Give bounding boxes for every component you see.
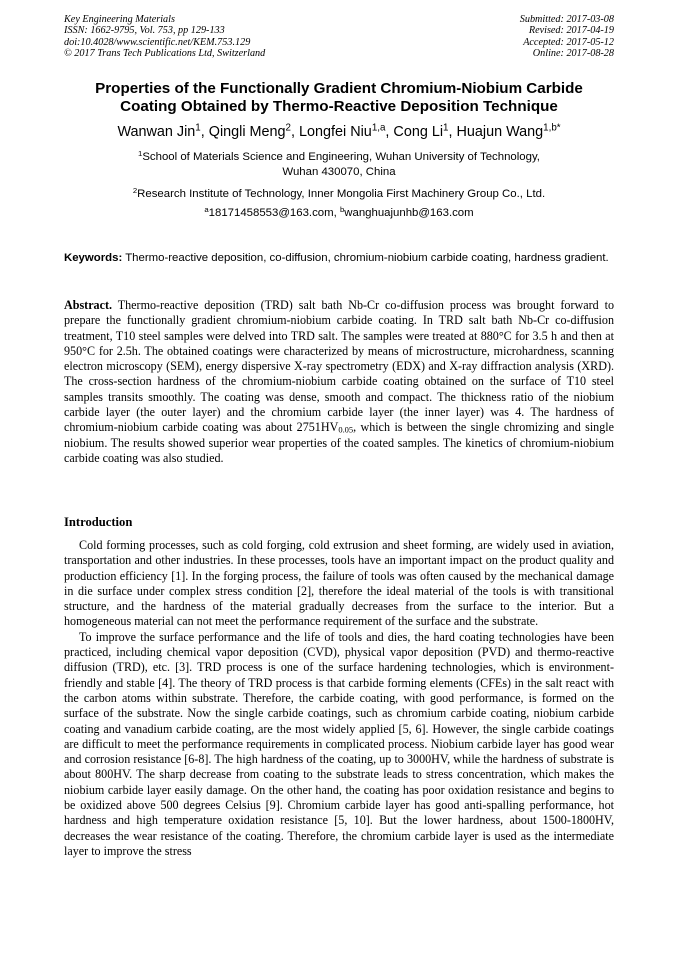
author-separator: ,: [385, 124, 394, 140]
author-affiliation-mark: 1,a: [371, 122, 386, 134]
introduction-body: [64, 538, 614, 859]
publication-info: [64, 14, 265, 60]
author-separator: ,: [291, 124, 299, 140]
abstract-text: Thermo-reactive deposition (TRD) salt bath Nb-Cr co-diffusion process was brought forward to prepare the functionally gradient chromium-niobium carbide coating. In TRD salt bath Nb-Cr co-diffusion treatment, T10 steel samples were delved into TRD salt. The samples were treated at 880°C for 3.5 h and then at 950°C for 2.5h. The obtained coatings were characterized by means of microstructure, microhardness, scanning electron microscopy (SEM), energy dispersive X-ray spectrometry (EDX) and X-ray diffraction analysis (XRD). The cross-section hardness of the chromium-niobium carbide coating obtained on the surface of T10 steel samples transits smoothly. The coating was dense, smooth and compact. The thickness ratio of the niobium carbide layer (the outer layer) and the chromium carbide layer (the inner layer) was 4. The hardness of chromium-niobium carbide coating was about 2751HV: [64, 298, 614, 435]
author-name: Huajun Wang: [456, 124, 544, 140]
section-heading-introduction: Introduction: [64, 515, 133, 529]
affiliation-text: School of Materials Science and Engineering, Wuhan University of Technology,: [142, 151, 540, 163]
author-affiliation-mark: 1: [195, 122, 201, 134]
keywords-text: Thermo-reactive deposition, co-diffusion, chromium-niobium carbide coating, hardness gradient.: [125, 252, 609, 264]
keywords-label: Keywords:: [64, 252, 123, 264]
author-name: Qingli Meng: [208, 124, 286, 140]
author-list: [40, 123, 638, 141]
accepted-date: Accepted: 2017-05-12: [523, 36, 614, 48]
author-affiliation-mark: 1: [443, 122, 449, 134]
issn-volume: ISSN: 1662-9795, Vol. 753, pp 129-133: [64, 25, 225, 37]
hardness-load-subscript: 0.05: [338, 425, 354, 436]
affiliation-number: 2: [132, 185, 138, 195]
paragraph: To improve the surface performance and the life of tools and dies, the hard coating technologies have been practiced, including chemical vapor deposition (CVD), physical vapor deposition (PVD) and thermo-reactive diffusion (TRD), etc. [3]. TRD process is one of the surface hardening technologies, which is environment-friendly and stable [4]. The theory of TRD process is that carbide forming elements (CFEs) in the salt react with the carbon atoms within substrate. Therefore, the carbide coating, with good performance, is formed on the surface of the substrate. Now the single carbide coatings, such as chromium carbide coating, niobium carbide coating and vanadium carbide coating, are the most widely applied [5, 6]. However, the single carbide coatings are difficult to meet the performance requirements in complicated process. Niobium carbide layer has good wear and corrosion resistance [6-8]. The high hardness of the coating, up to 3000HV, while the hardness of substrate is about 800HV. The sharp decrease from coating to the substrate leads to stress concentration, which makes the niobium carbide layer easily damage. On the other hand, the coating has poor oxidation resistance and begins to be oxidized above 500 degrees Celsius [9]. Chromium carbide layer has good anti-spalling performance, hot hardness and high temperature oxidation resistance [5, 10]. But the lower hardness, about 1500-1800HV, decreases the wear resistance of the coating. Therefore, the chromium carbide layer is used as the intermediate layer to improve the stress: [64, 629, 614, 858]
author-emails: [40, 206, 638, 221]
journal-name: Key Engineering Materials: [64, 14, 175, 25]
paragraph: Cold forming processes, such as cold forging, cold extrusion and sheet forming, are widely used in aviation, transportation and other industries. In these processes, tools have an important impact on the product quality and production efficiency [1]. In the forging process, the failure of tools was often caused by the mechanical damage in die surface under complex stress condition [2], therefore the ideal material of the tools is with transitional structure, and the hardness of the material gradually decreases from the surface to the interior. But a homogeneous material can not meet the performance requirement of the surface and the substrate.: [64, 538, 614, 629]
title-line: Properties of the Functionally Gradient Chromium-Niobium Carbide: [95, 80, 583, 97]
author-separator: ,: [200, 124, 209, 140]
affiliation-text: Wuhan 430070, China: [282, 166, 396, 178]
keywords: [64, 251, 614, 265]
submitted-date: Submitted: 2017-03-08: [519, 14, 614, 25]
revised-date: Revised: 2017-04-19: [528, 25, 614, 37]
author-affiliation-mark: 1,b*: [543, 122, 561, 134]
abstract: [64, 298, 614, 466]
affiliation-1: [40, 150, 638, 180]
title-line: Coating Obtained by Thermo-Reactive Deposition Technique: [120, 98, 558, 115]
email-address: wanghuajunhb@163.com: [344, 207, 474, 219]
abstract-text: , which is between the single chromizing and single niobium. The results showed superior wear properties of the coated samples. The kinetics of chromium-niobium carbide coating was also studied.: [64, 420, 614, 465]
author-name: Cong Li: [393, 124, 444, 140]
email-mark: a: [204, 204, 209, 214]
affiliation-2: [40, 187, 638, 202]
email-mark: b: [339, 204, 345, 214]
publication-dates: [520, 14, 614, 60]
online-date: Online: 2017-08-28: [532, 48, 614, 60]
author-affiliation-mark: 2: [285, 122, 291, 134]
abstract-label: Abstract.: [64, 298, 113, 312]
doi: doi:10.4028/www.scientific.net/KEM.753.129: [64, 36, 251, 48]
author-name: Wanwan Jin: [117, 124, 196, 140]
email-separator: ,: [333, 207, 340, 219]
paper-title: [40, 80, 638, 116]
affiliation-number: 1: [138, 148, 143, 158]
author-name: Longfei Niu: [299, 124, 372, 140]
email-address: 18171458553@163.com: [208, 207, 334, 219]
author-separator: ,: [448, 124, 457, 140]
copyright: © 2017 Trans Tech Publications Ltd, Switzerland: [64, 48, 266, 60]
affiliation-text: Research Institute of Technology, Inner Mongolia First Machinery Group Co., Ltd.: [137, 188, 546, 200]
